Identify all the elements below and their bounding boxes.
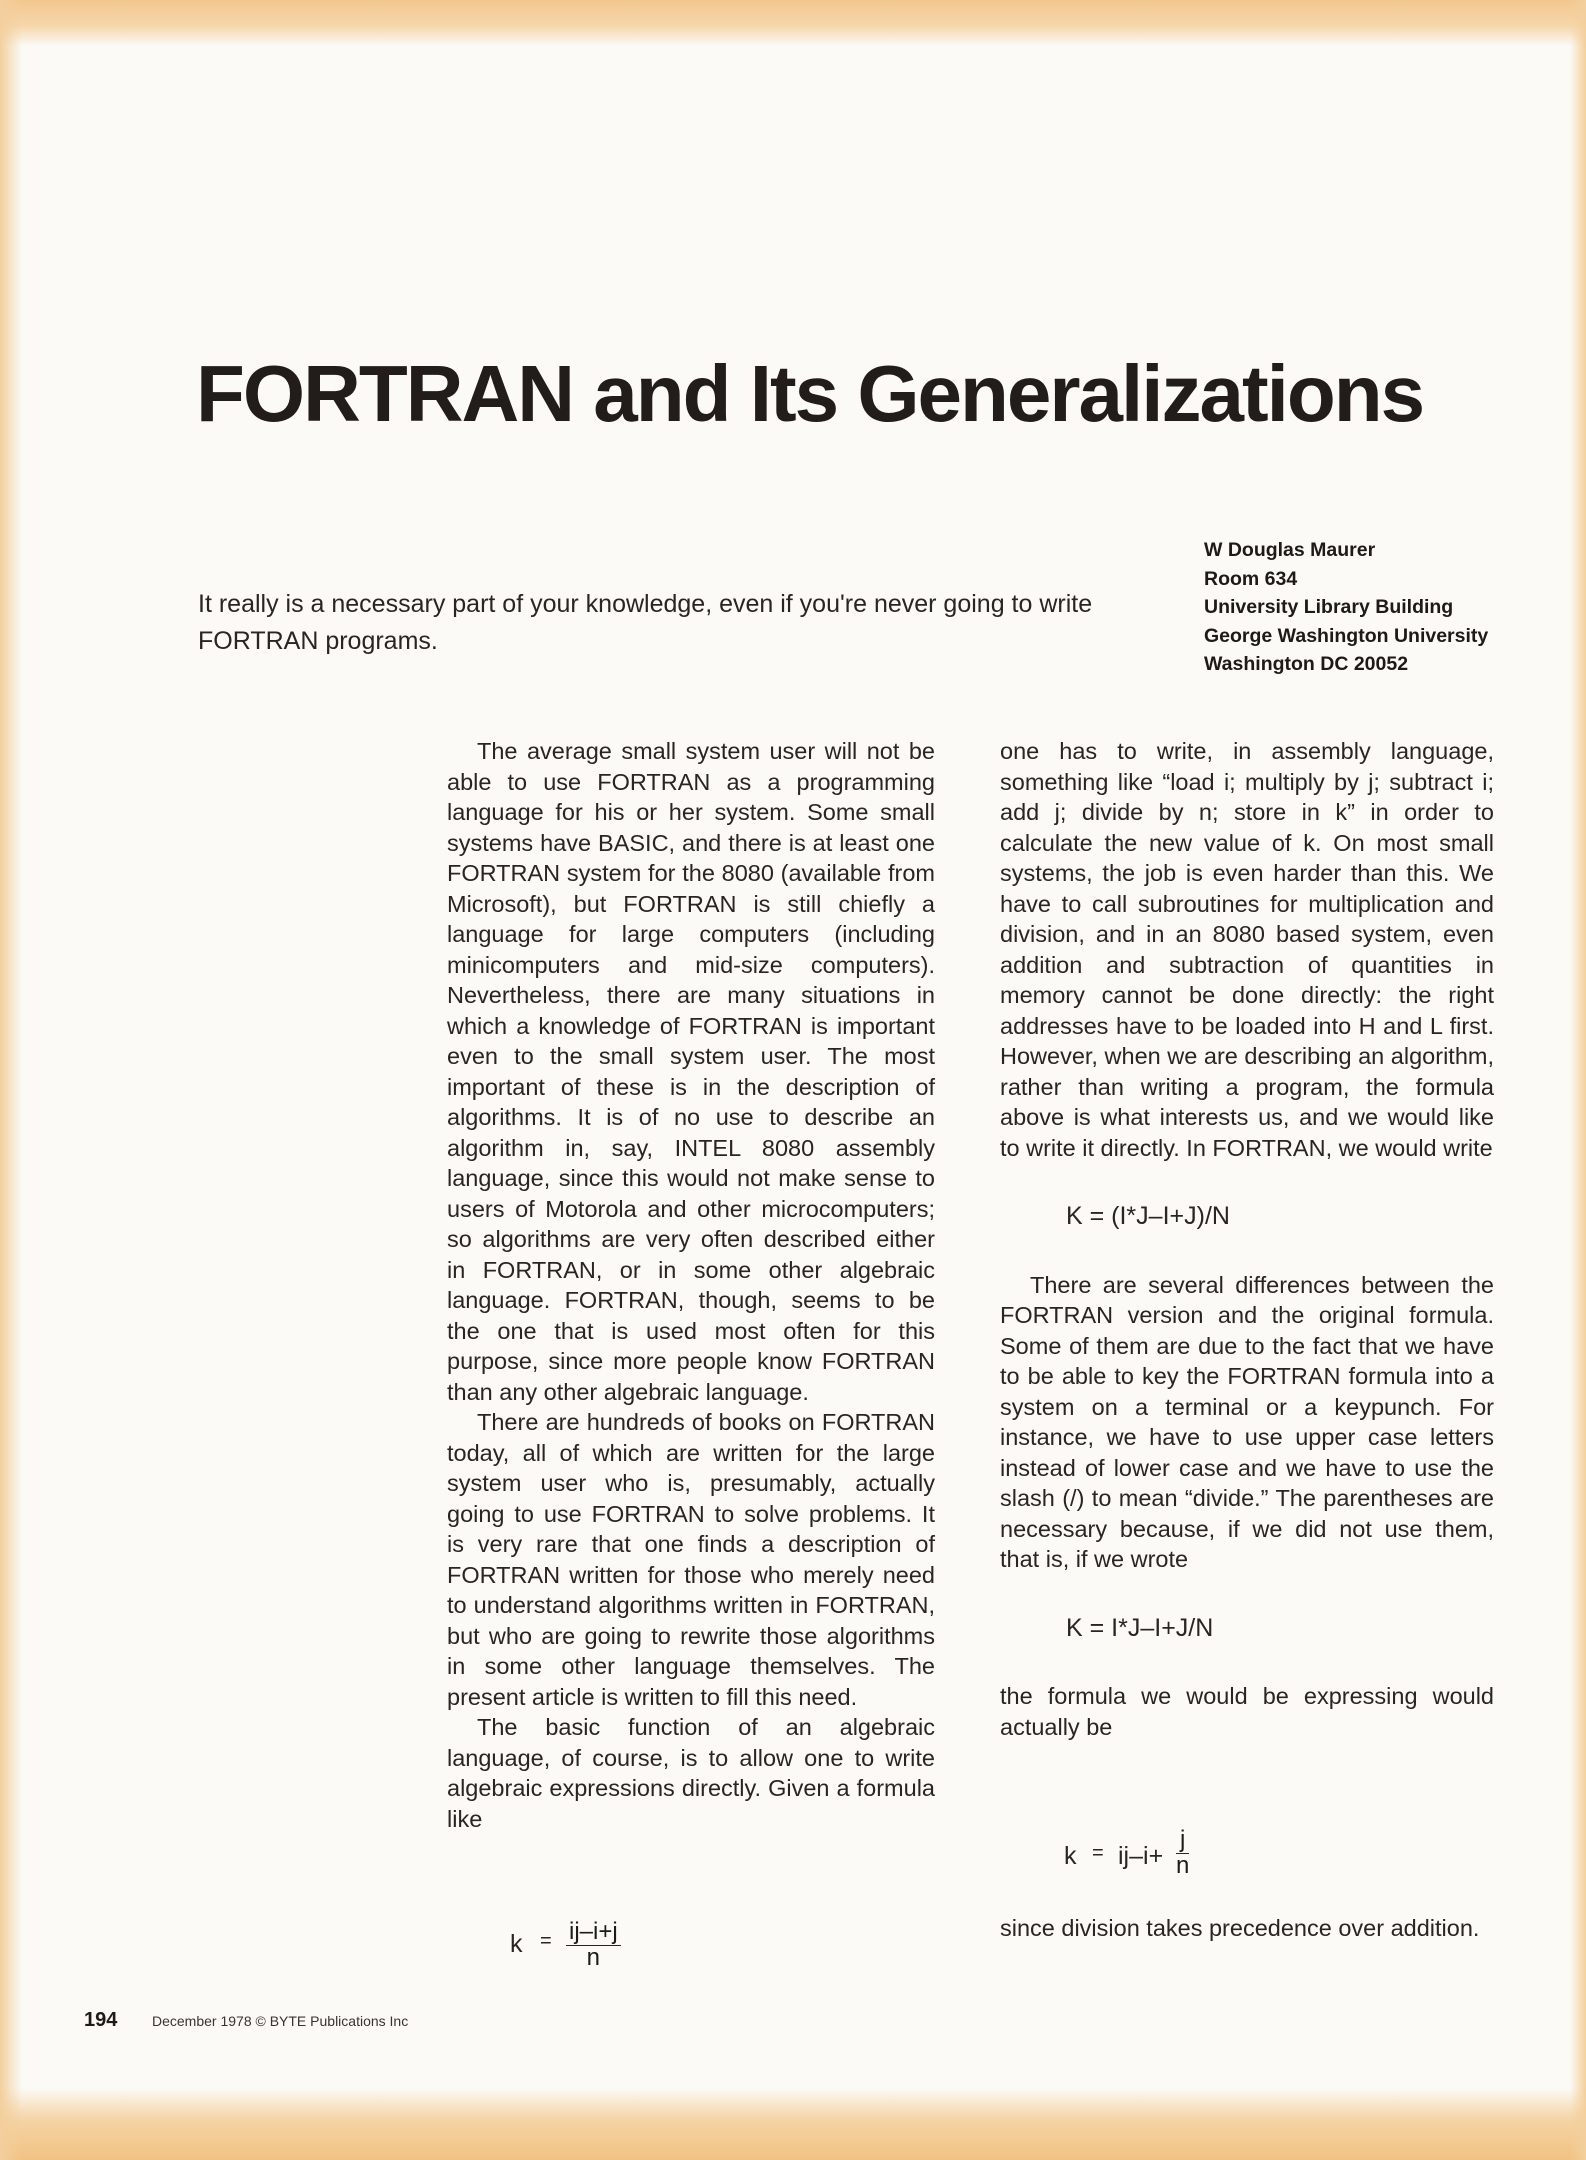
article-subtitle: It really is a necessary part of your knowledge, even if you're never going to write FORTRAN programs.: [198, 590, 1093, 655]
author-room: Room 634: [1204, 567, 1298, 590]
paper-edge-left: [0, 0, 22, 2160]
eq4-equals: =: [1092, 1842, 1104, 1864]
author-name: W Douglas Maurer: [1204, 539, 1376, 561]
eq4-fraction: [1176, 1828, 1189, 1878]
eq1-numerator: ij–i+j: [566, 1920, 621, 1946]
eq4-denominator: n: [1176, 1852, 1190, 1879]
body-paragraph: The average small system user will not be able to use FORTRAN as a programming language for his or her system. Some small systems have BASIC, and there is at least one FORTRAN system for the 8080 (available from Microsoft), but FORTRAN is still chiefly a language for large computers (including minicomputers and mid-size computers). Nevertheless, there are many situations in which a knowledge of FORTRAN is important even to the small system user. The most important of these is in the description of algorithms. It is of no use to describe an algorithm in, say, INTEL 8080 assembly language, since this would not make sense to users of Motorola and other microcomputers; so algorithms are very often described either in FORTRAN, or in some other algebraic language. FORTRAN, though, seems to be the one that is used most often for this purpose, since more people know FORTRAN than any other algebraic language.: [447, 738, 935, 1405]
author-university: George Washington University: [1204, 624, 1489, 647]
eq1-fraction: [566, 1920, 621, 1970]
eq4-lhs: k: [1064, 1842, 1077, 1870]
body-paragraph: There are hundreds of books on FORTRAN today, all of which are written for the large system user who is, presumably, actually going to use FORTRAN to solve problems. It is very rare that one finds a description of FORTRAN written for those who merely need to understand algorithms written in FORTRAN, but who are going to rewrite those algorithms in some other language themselves. The present article is written to fill this need.: [447, 1409, 935, 1710]
body-paragraph: There are several differences between the FORTRAN version and the original formula. Some of them are due to the fact that we have to be able to key the FORTRAN formula into a system on a terminal or a keypunch. For instance, we have to use upper case letters instead of lower case and we have to use the slash (/) to mean “divide.” The parentheses are necessary because, if we did not use them, that is, if we wrote: [1000, 1271, 1494, 1572]
author-building: University Library Building: [1204, 596, 1454, 618]
body-paragraph: the formula we would be expressing would actually be: [1000, 1683, 1494, 1740]
author-address: [1204, 536, 1544, 679]
eq1-denominator: n: [586, 1944, 601, 1971]
body-paragraph: The basic function of an algebraic language, of course, is to allow one to write algebraic expressions directly. Given a formula like: [447, 1714, 935, 1832]
right-column: [1000, 736, 1494, 1742]
footer-copyright: December 1978 © BYTE Publications Inc: [152, 2013, 409, 2029]
paper-edge-bottom: [0, 2088, 1586, 2160]
eq4-body: ij–i+: [1118, 1842, 1164, 1870]
eq4-numerator: j: [1176, 1828, 1189, 1854]
article-title: FORTRAN and Its Generalizations: [196, 349, 1424, 438]
right-column-end: [1000, 1913, 1494, 1944]
paper-edge-top: [0, 0, 1586, 46]
paper-edge-right: [1570, 0, 1586, 2160]
author-city: Washington DC 20052: [1204, 653, 1409, 675]
equation-3: K = I*J–I+J/N: [1066, 1613, 1214, 1642]
page-number: 194: [84, 2009, 118, 2031]
body-paragraph: one has to write, in assembly language, something like “load i; multiply by j; subtract i; add j; divide by n; store in k” in order to calculate the new value of k. On most small systems, the job is even harder than this. We have to call subroutines for multiplication and division, and in an 8080 based system, even addition and subtraction of quantities in memory cannot be done directly: the right addresses have to be loaded into H and L first. However, when we are describing an algorithm, rather than writing a program, the formula above is what interests us, and we would like to write it directly. In FORTRAN, we would write: [1000, 738, 1494, 1161]
eq1-lhs: k: [510, 1930, 523, 1958]
body-paragraph: since division takes precedence over addition.: [1000, 1915, 1480, 1941]
left-column: [447, 736, 935, 1834]
equation-2: K = (I*J–I+J)/N: [1066, 1202, 1230, 1230]
eq1-equals: =: [540, 1930, 552, 1952]
